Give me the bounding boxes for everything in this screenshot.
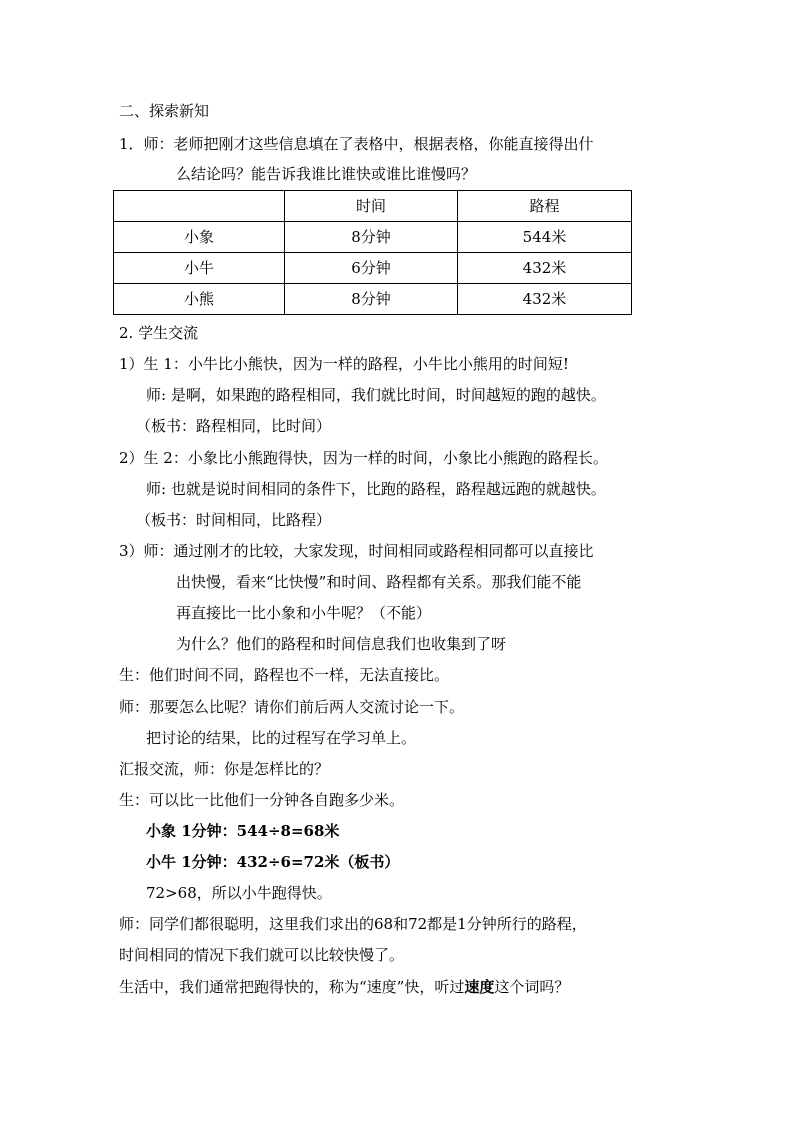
exchange-title: 2. 学生交流 (119, 324, 199, 342)
student-1-answer: 1）生 1：小牛比小熊快，因为一样的路程，小牛比小熊用的时间短! (119, 355, 569, 373)
teacher-summary-line-1: 师：同学们都很聪明，这里我们求出的68和72都是1分钟所行的路程， (119, 915, 587, 933)
discussion-instruction: 把讨论的结果，比的过程写在学习单上。 (146, 729, 417, 747)
board-note-1: （板书：路程相同，比时间） (136, 417, 332, 435)
section-title: 二、探索新知 (119, 102, 210, 120)
comparison-result: 72>68，所以小牛跑得快。 (146, 884, 332, 902)
table-row (114, 222, 632, 253)
question-1-line-1: 1．师：老师把刚才这些信息填在了表格中，根据表格，你能直接得出什 (119, 135, 594, 153)
student-reply: 生：他们时间不同，路程也不一样，无法直接比。 (119, 666, 450, 684)
student-2-answer: 2）生 2：小象比小熊跑得快，因为一样的时间，小象比小熊跑的路程长。 (119, 449, 608, 467)
table-header-cell: 时间 (285, 191, 458, 222)
teacher-prompt-line-4: 为什么？他们的路程和时间信息我们也收集到了呀 (176, 635, 507, 653)
table-cell: 432米 (458, 284, 632, 315)
table-cell: 小象 (114, 222, 285, 253)
table-cell: 6分钟 (285, 253, 458, 284)
speed-intro (119, 977, 569, 997)
speed-intro-text: 生活中，我们通常把跑得快的，称为“速度”快，听过 (119, 978, 465, 996)
table-header-row (114, 191, 632, 222)
table-cell: 544米 (458, 222, 632, 253)
teacher-response-2: 师: 也就是说时间相同的条件下，比跑的路程，路程越远跑的就越快。 (146, 480, 606, 498)
teacher-prompt-line-3: 再直接比一比小象和小牛呢？（不能） (176, 604, 432, 622)
table-cell: 小牛 (114, 253, 285, 284)
teacher-prompt-line-1: 3）师：通过刚才的比较，大家发现，时间相同或路程相同都可以直接比 (119, 542, 594, 560)
table-header-cell (114, 191, 285, 222)
question-1-line-2: 么结论吗？能告诉我谁比谁快或谁比谁慢吗？ (176, 165, 477, 183)
table-cell: 432米 (458, 253, 632, 284)
table-row (114, 253, 632, 284)
table-row (114, 284, 632, 315)
table-cell: 8分钟 (285, 222, 458, 253)
teacher-summary-line-2: 时间相同的情况下我们就可以比较快慢了。 (119, 946, 405, 964)
speed-intro-end: 这个词吗？ (494, 978, 570, 996)
table-header-cell: 路程 (458, 191, 632, 222)
table-cell: 8分钟 (285, 284, 458, 315)
calculation-elephant: 小象 1分钟：544÷8=68米 (146, 822, 340, 840)
student-method: 生：可以比一比他们一分钟各自跑多少米。 (119, 791, 405, 809)
teacher-prompt-line-2: 出快慢，看来“比快慢”和时间、路程都有关系。那我们能不能 (176, 573, 582, 591)
teacher-question: 师：那要怎么比呢？请你们前后两人交流讨论一下。 (119, 698, 465, 716)
teacher-response-1: 师: 是啊，如果跑的路程相同，我们就比时间，时间越短的跑的越快。 (146, 386, 606, 404)
table-cell: 小熊 (114, 284, 285, 315)
report-prompt: 汇报交流，师：你是怎样比的？ (119, 760, 330, 778)
speed-term: 速度 (464, 978, 495, 996)
calculation-ox: 小牛 1分钟：432÷6=72米（板书） (146, 853, 400, 871)
board-note-2: （板书：时间相同，比路程） (136, 511, 332, 529)
info-table (113, 190, 632, 315)
